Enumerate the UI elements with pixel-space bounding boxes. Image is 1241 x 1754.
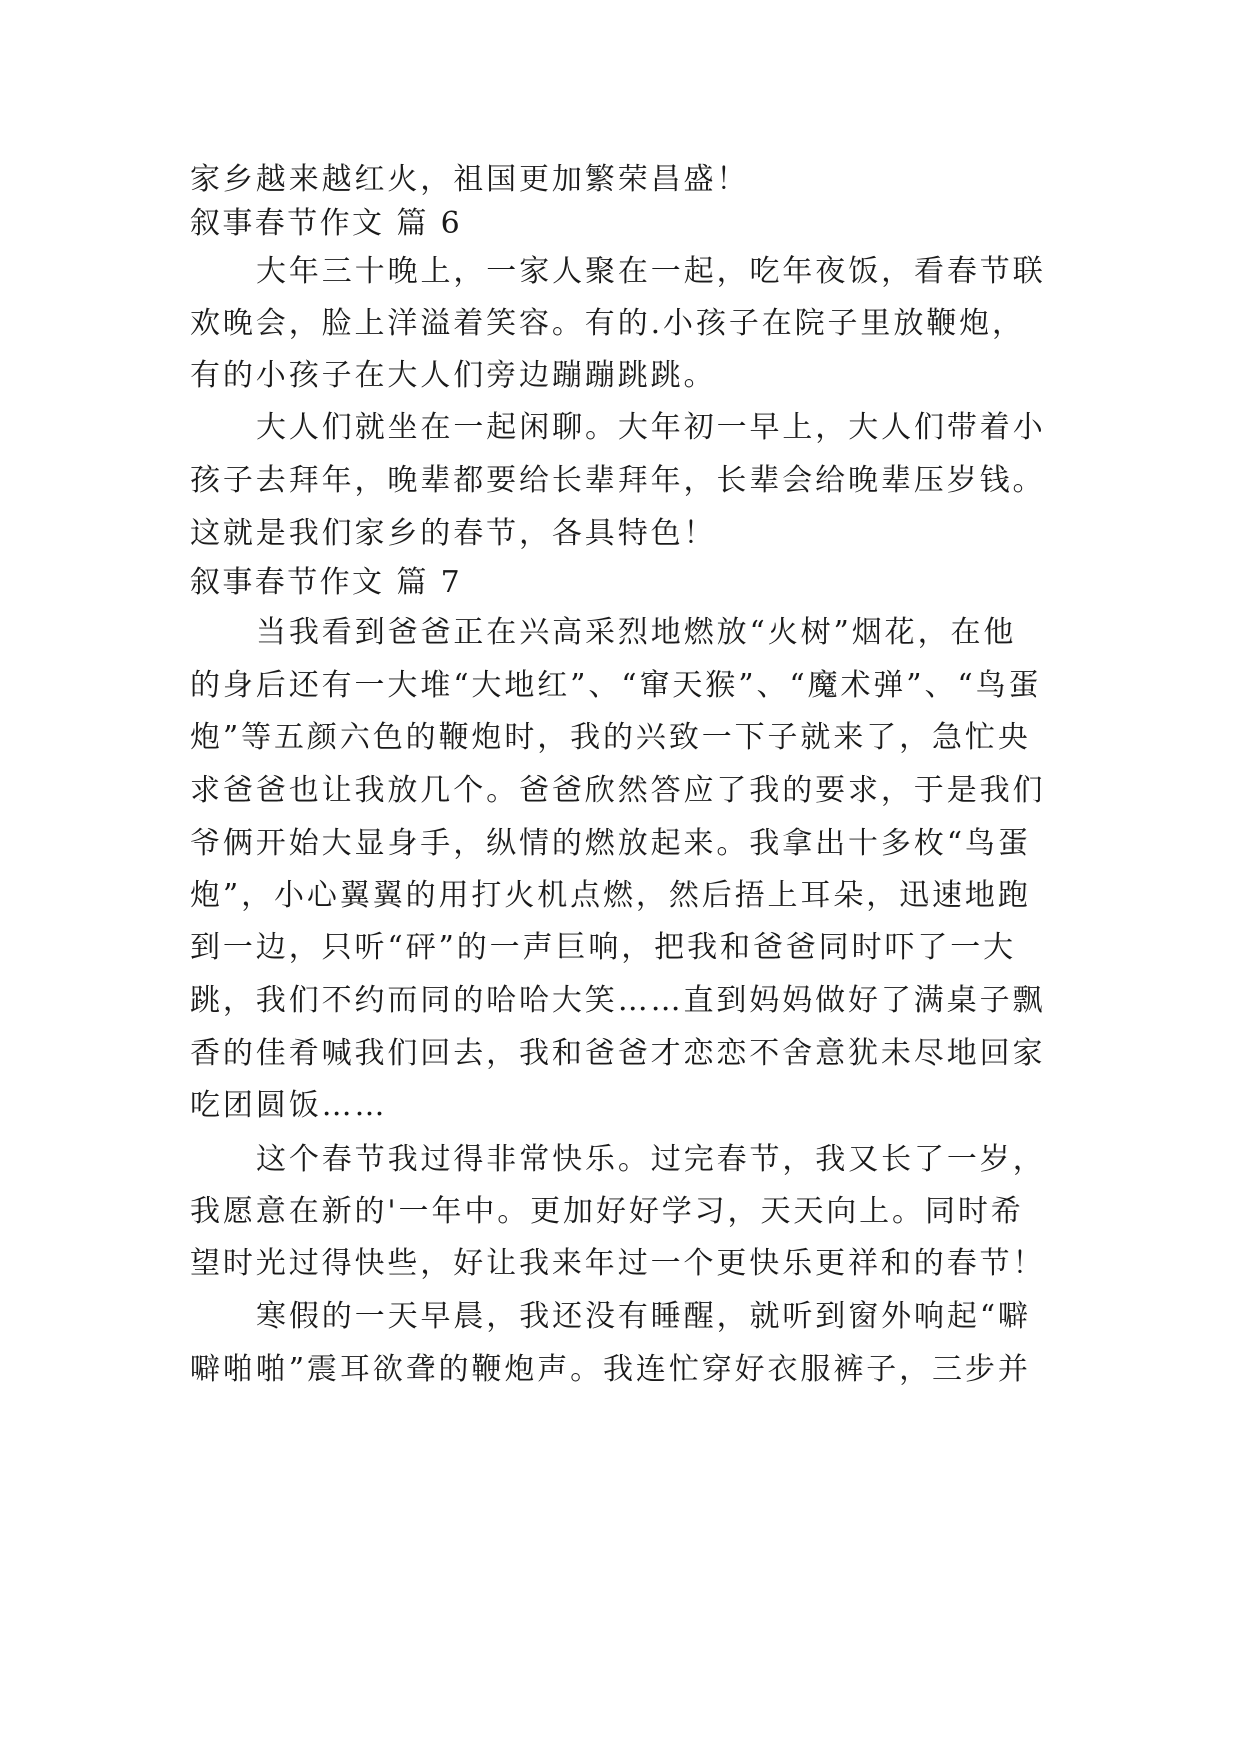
paragraph-line: 的身后还有一大堆“大地红”、“窜天猴”、“魔术弹”、“鸟蛋 bbox=[190, 668, 1042, 703]
paragraph-line: 我愿意在新的'一年中。更加好好学习，天天向上。同时希 bbox=[190, 1194, 1024, 1229]
paragraph-line: 大人们就坐在一起闲聊。大年初一早上，大人们带着小 bbox=[256, 410, 1046, 445]
paragraph-line: 爷俩开始大显身手，纵情的燃放起来。我拿出十多枚“鸟蛋 bbox=[190, 826, 1031, 861]
paragraph-line: 寒假的一天早晨，我还没有睡醒，就听到窗外响起“噼 bbox=[256, 1299, 1031, 1334]
paragraph-line: 这个春节我过得非常快乐。过完春节，我又长了一岁， bbox=[256, 1142, 1046, 1177]
paragraph-line: 香的佳肴喊我们回去，我和爸爸才恋恋不舍意犹未尽地回家 bbox=[190, 1036, 1046, 1071]
paragraph-line: 有的小孩子在大人们旁边蹦蹦跳跳。 bbox=[190, 358, 717, 393]
text-line: 家乡越来越红火，祖国更加繁荣昌盛！ bbox=[190, 162, 750, 197]
paragraph-line: 当我看到爸爸正在兴高采烈地燃放“火树”烟花，在他 bbox=[256, 615, 1017, 650]
paragraph-line: 吃团圆饭…… bbox=[190, 1088, 388, 1123]
paragraph-line: 求爸爸也让我放几个。爸爸欣然答应了我的要求，于是我们 bbox=[190, 773, 1046, 808]
paragraph-line: 到一边，只听“砰”的一声巨响，把我和爸爸同时吓了一大 bbox=[190, 930, 1017, 965]
section-heading: 叙事春节作文 篇 6 bbox=[190, 206, 463, 241]
paragraph-line: 炮”等五颜六色的鞭炮时，我的兴致一下子就来了，急忙央 bbox=[190, 720, 1031, 755]
paragraph-line: 孩子去拜年，晚辈都要给长辈拜年，长辈会给晚辈压岁钱。 bbox=[190, 463, 1046, 498]
paragraph-line: 欢晚会，脸上洋溢着笑容。有的.小孩子在院子里放鞭炮， bbox=[190, 306, 1025, 341]
paragraph-line: 噼啪啪”震耳欲聋的鞭炮声。我连忙穿好衣服裤子，三步并 bbox=[190, 1352, 1031, 1387]
paragraph-line: 跳，我们不约而同的哈哈大笑……直到妈妈做好了满桌子飘 bbox=[190, 983, 1046, 1018]
section-heading: 叙事春节作文 篇 7 bbox=[190, 565, 463, 600]
paragraph-line: 望时光过得快些，好让我来年过一个更快乐更祥和的春节！ bbox=[190, 1246, 1046, 1281]
paragraph-line: 这就是我们家乡的春节，各具特色！ bbox=[190, 516, 717, 551]
paragraph-line: 炮”，小心翼翼的用打火机点燃，然后捂上耳朵，迅速地跑 bbox=[190, 878, 1031, 913]
paragraph-line: 大年三十晚上，一家人聚在一起，吃年夜饭，看春节联 bbox=[256, 254, 1046, 289]
